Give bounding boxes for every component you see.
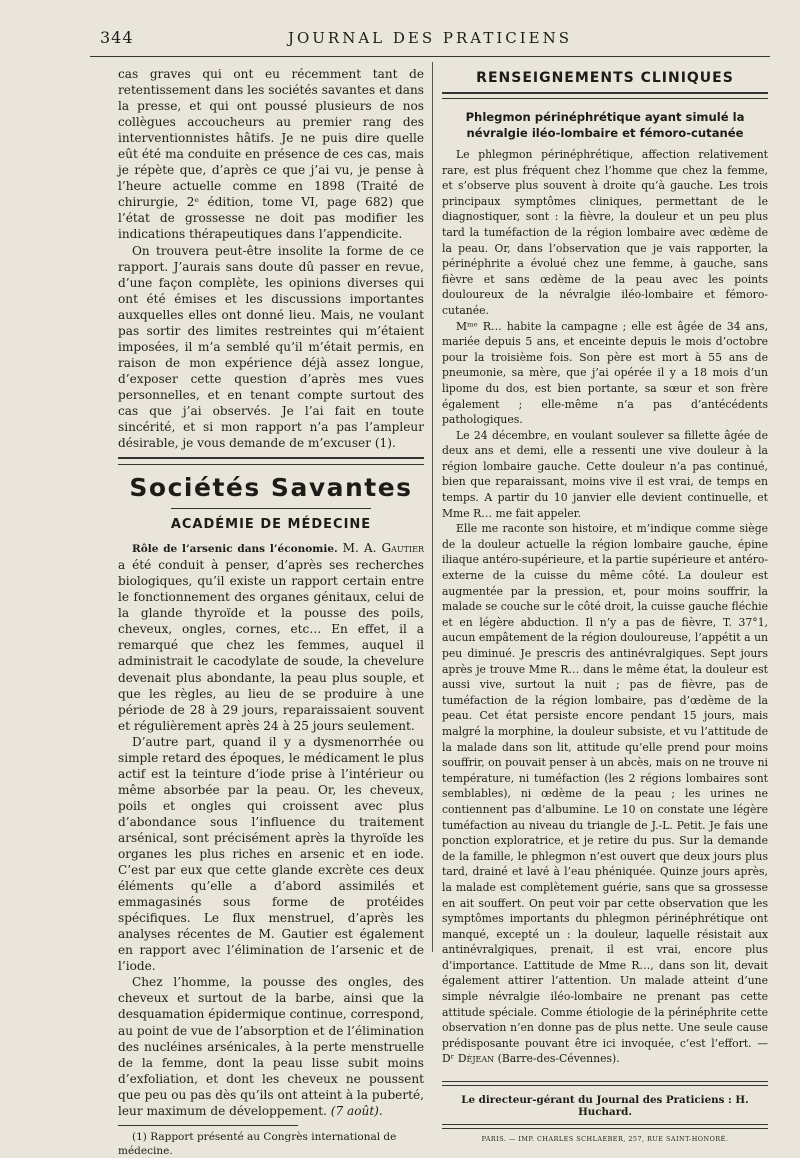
- article-lead-prefix: M. A.: [337, 541, 382, 556]
- signature-prefix: — Dʳ: [442, 1036, 768, 1066]
- gerant-line: Le directeur-gérant du Journal des Praticiens : H. Huchard.: [461, 1094, 749, 1119]
- article-author: Gautier: [381, 541, 424, 556]
- intro-paragraph: cas graves qui ont eu récemment tant de retentissement dans les sociétés savantes et dans la presse, et qui ont poussé plusieurs de nos collègues accoucheurs au premier rang des interventionnistes hâtifs. Je ne puis dire quelle eût été ma conduite en présence de ces cas, mais je répète que, d’après ce que j’ai vu, je pense à l’heure actuelle comme en 1898 (Traité de chirurgie, 2ᵉ édition, tome VI, page 682) que l’état de grossesse ne doit pas modifier les indications thérapeutiques dans l’appendicite.: [118, 67, 424, 242]
- footnote-rule: [118, 1125, 298, 1126]
- subsection-title: ACADÉMIE DE MÉDECINE: [170, 517, 372, 533]
- section-rule: [171, 508, 371, 509]
- left-column: [118, 66, 424, 1158]
- right-section-title: RENSEIGNEMENTS CLINIQUES: [476, 70, 734, 86]
- clinical-paragraph: Le 24 décembre, en voulant soulever sa fillette âgée de deux ans et demi, elle a ressenti une vive douleur à la région lombaire gauche. Cette douleur n’a pas continué, bien que reparaissant, moins vive il est vrai, de temps en temps. A partir du 10 janvier elle devient continuelle, et Mme R… me fait appeler.: [442, 428, 768, 520]
- printer-line: PARIS. — IMP. CHARLES SCHLAEBER, 257, RUE SAINT-HONORÉ.: [481, 1135, 729, 1144]
- journal-title: JOURNAL DES PRATICIENS: [287, 29, 573, 47]
- page-header: [100, 28, 760, 52]
- page-number: 344: [100, 28, 134, 47]
- article-lead-paragraph: [118, 540, 424, 734]
- article-label: Rôle de l’arsenic dans l’économie.: [132, 543, 338, 556]
- clinical-paragraph: Le phlegmon périnéphrétique, affection relativement rare, est plus fréquent chez l’homme que chez la femme, et s’observe plus souvent à droite qu’à gauche. Les trois principaux symptômes cliniques, permettant de le diagnostiquer, sont : la fièvre, la douleur et un peu plus tard la tuméfaction de la région lombaire avec œdème de la peau. Or, dans l’observation que je vais rapporter, la périnéphrite a évolué chez une femme, à gauche, sans fièvre et sans œdème de la peau avec les points douloureux de la névralgie iléo-lombaire et fémoro-cutanée.: [442, 148, 768, 317]
- footnote: (1) Rapport présenté au Congrès international de médecine.: [118, 1130, 397, 1157]
- clinical-paragraph: Mᵐᵉ R… habite la campagne ; elle est âgée de 34 ans, mariée depuis 5 ans, et enceinte depuis le mois d’octobre pour la troisième fois. Son père est mort à 55 ans de pneumonie, sa mère, que j’ai opérée il y a 18 mois d’un lipome du dos, est bien portante, sa sœur et son frère également ; elle-même n’a pas d’antécédents pathologiques.: [442, 319, 768, 427]
- header-rule: [90, 56, 770, 57]
- intro-text: [118, 66, 424, 451]
- signature-place: (Barre-des-Cévennes).: [494, 1052, 620, 1066]
- right-section-rule: [442, 92, 768, 99]
- clinical-paragraph-text: Elle me raconte son histoire, et m’indique comme siège de la douleur actuelle la région lombaire gauche, épine iliaque antéro-supérieure, et la partie supérieure et antéro-externe de la cuisse du même côté. La douleur est augmentée par la pression, et, pour moins souffrir, la malade se couche sur le côté droit, la cuisse gauche fléchie et en légère abduction. Il n’y a pas de fièvre, T. 37°1, aucun empâtement de la région douloureuse, l’appétit a un peu diminué. Je prescris des antinévralgiques. Sept jours après je trouve Mme R… dans le même état, la douleur est aussi vive, surtout la nuit ; pas de fièvre, pas de tuméfaction de la région lombaire, pas d’œdème de la peau. Cet état persiste encore pendant 15 jours, mais malgré la morphine, la douleur subsiste, et vu l’attitude de la malade dans son lit, attitude qu’elle prend pour moins souffrir, on pouvait penser à un abcès, mais on ne trouve ni température, ni tuméfaction (les 2 régions lombaires sont semblables), ni œdème de la peau ; les urines ne contiennent pas d’albumine. Le 10 on constate une légère tuméfaction au niveau du triangle de J.-L. Petit. Je fais une ponction exploratrice, et je retire du pus. Sur la demande de la famille, le phlegmon n’est ouvert que deux jours plus tard, drainé et lavé à l’eau phéniquée. Quinze jours après, la malade est complètement guérie, sans que sa grossesse en ait souffert. On peut voir par cette observation que les symptômes importants du phlegmon périnéphrétique ont manqué, excepté un : la douleur, laquelle résistait aux antinévralgiques, prenait, il est vrai, encore plus d’importance. L’attitude de Mme R…, dans son lit, devait également attirer l’attention. Un malade atteint d’une simple névralgie iléo-lombaire ne prenant pas cette attitude spéciale. Comme étiologie de la périnéphrite cette observation n’en donne pas de plus nette. Une seule cause prédisposante pouvant être ici invoquée, c’est l’effort.: [442, 522, 769, 1050]
- gerant-rule-bottom: [442, 1124, 768, 1129]
- article-lead-text: a été conduit à penser, d’après ses recherches biologiques, qu’il existe un rapport certain entre le fonctionnement des organes génitaux, celui de la glande thyroïde et la pousse des poils, cheveux, ongles, cornes, etc… En effet, il a remarqué que chez les femmes, auquel il administrait le cacodylate de soude, la chevelure devenait plus abondante, la peau plus souple, et que les règles, au lieu de se produire à une période de 28 à 29 jours, reparaissaient souvent et régulièrement après 24 à 25 jours seulement.: [118, 558, 424, 733]
- right-column: [442, 66, 768, 1143]
- section-title: Sociétés Savantes: [129, 473, 413, 503]
- article-date: (7 août).: [330, 1103, 383, 1118]
- clinical-paragraph-last: [442, 521, 768, 1067]
- intro-paragraph: On trouvera peut-être insolite la forme de ce rapport. J’aurais sans doute dû passer en revue, d’une façon complète, les opinions diverses qui ont été émises et les discussions importantes auxquelles elles ont donné lieu. Mais, ne voulant pas sortir des limites restreintes qui m’étaient imposées, il m’a semblé qu’il m’était permis, en raison de mon expérience déjà assez longue, d’exposer cette question d’après mes vues personnelles, et en tenant compte surtout des cas que j’ai observés. Je l’ai fait en toute sincérité, et si mon rapport n’a pas l’ampleur désirable, je vous demande de m’excuser (1).: [118, 243, 424, 451]
- section-rule-top: [118, 457, 424, 465]
- article-paragraph: D’autre part, quand il y a dysmenorrhée ou simple retard des époques, le médicament le plus actif est la teinture d’iode prise à l’intérieur ou même absorbée par la peau. Or, les cheveux, poils et ongles qui croissent avec plus d’abondance sous l’influence du traitement arsénical, sont précisément après la thyroïde les organes les plus riches en arsenic et en iode. C’est par eux que cette glande excrète ces deux éléments qu’elle a d’abord assimilés et emmagasinés sous forme de protéides spécifiques. Le flux menstruel, d’après les analyses récentes de M. Gautier est également en rapport avec l’élimination de l’arsenic et de l’iode.: [118, 734, 424, 974]
- signature-name: Déjean: [457, 1052, 495, 1066]
- article-paragraph-text: Chez l’homme, la pousse des ongles, des cheveux et surtout de la barbe, ainsi que la desquamation épidermique continue, correspond, au point de vue de l’absorption et de l’élimination des nucléines arsénicales, à la perte menstruelle de la femme, dont la peau lisse subit moins d’exfoliation, et dont les cheveux ne poussent que peu ou pas dès qu’ils ont atteint à la puberté, leur maximum de développement.: [118, 975, 424, 1118]
- article-title: Phlegmon périnéphrétique ayant simulé la névralgie iléo-lombaire et fémoro-cutanée: [465, 110, 745, 140]
- article-paragraph-last: [118, 974, 424, 1118]
- gerant-rule-top: [442, 1081, 768, 1086]
- column-divider: [432, 62, 433, 952]
